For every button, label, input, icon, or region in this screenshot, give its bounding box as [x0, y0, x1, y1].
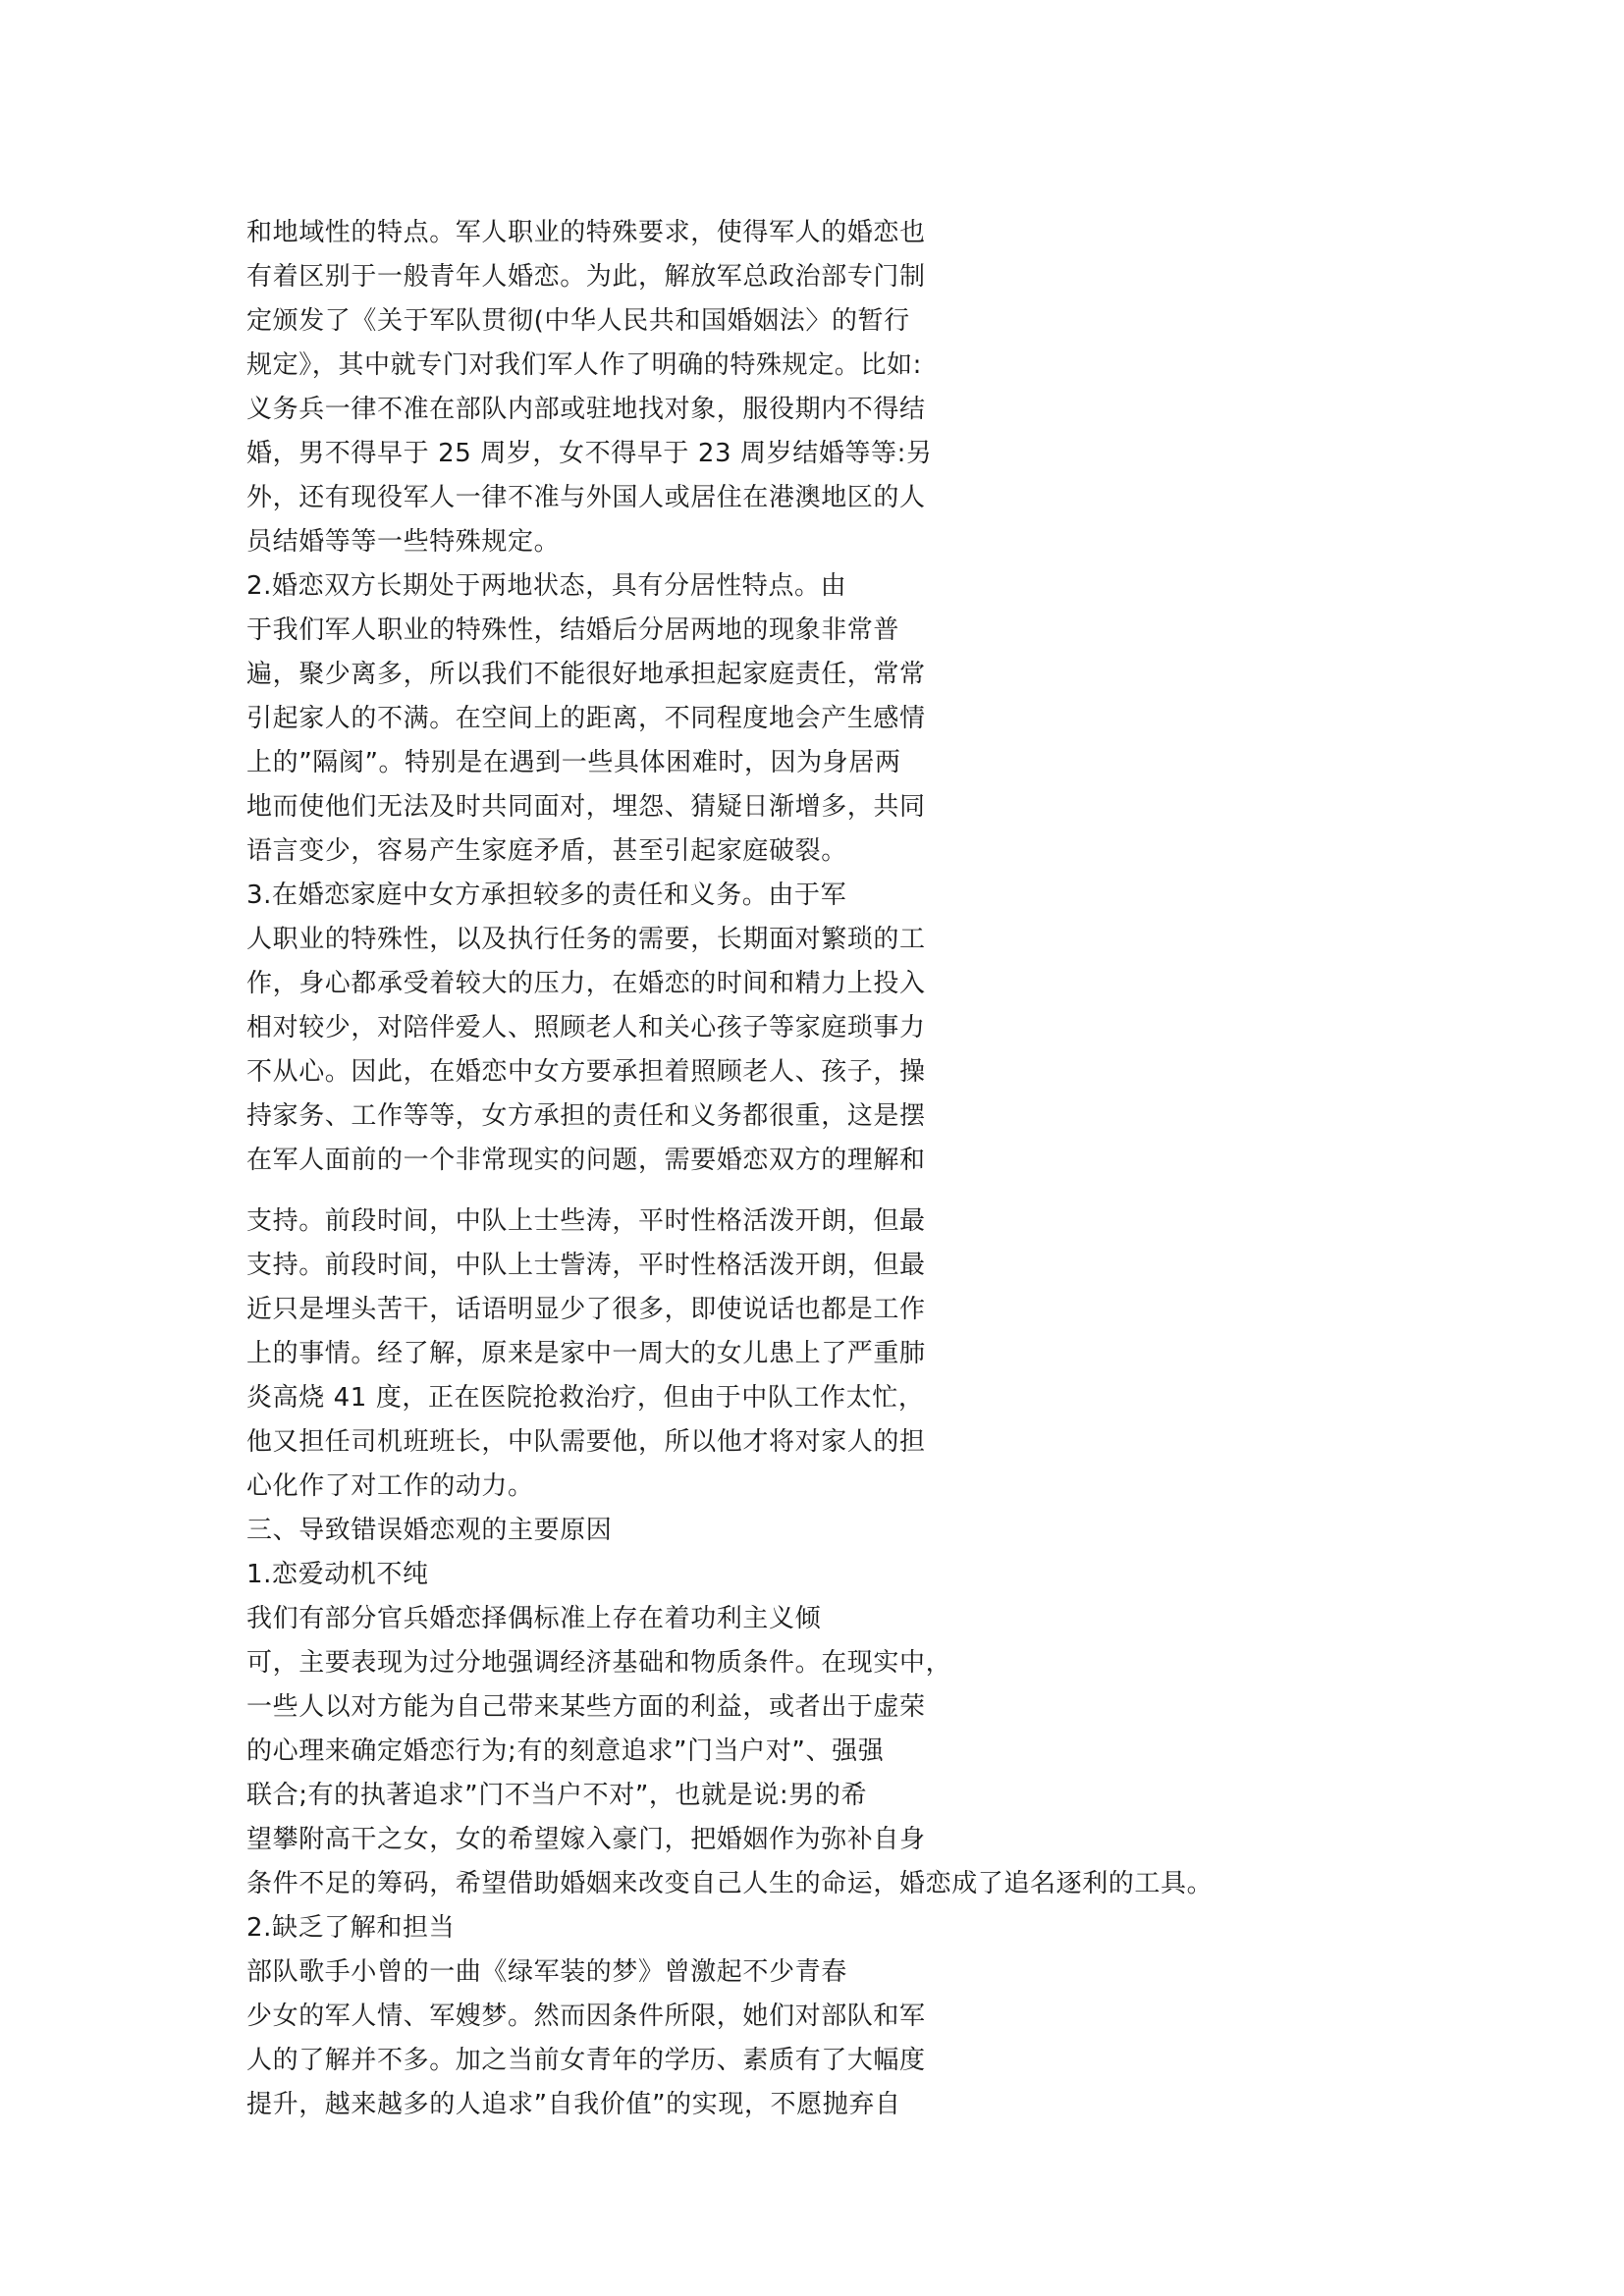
text-line: 员结婚等等一些特殊规定。 — [246, 527, 561, 557]
text-line: 望攀附高干之女，女的希望嫁入豪门，把婚姻作为弥补自身 — [246, 1825, 926, 1854]
text-line: 少女的军人情、军嫂梦。然而因条件所限，她们对部队和军 — [246, 2002, 926, 2031]
text-line: 一些人以对方能为自己带来某些方面的利益，或者出于虚荣 — [246, 1692, 926, 1722]
text-line: 和地域性的特点。军人职业的特殊要求，使得军人的婚恋也 — [246, 218, 926, 247]
text-line: 提升，越来越多的人追求”自我价值”的实现，不愿抛弃自 — [246, 2090, 901, 2119]
section-heading: 2.婚恋双方长期处于两地状态，具有分居性特点。由 — [246, 571, 847, 601]
text-line: 支持。前段时间，中队上士些涛，平时性格活泼开朗，但最 — [246, 1206, 926, 1236]
text-line: 在军人面前的一个非常现实的问题，需要婚恋双方的理解和 — [246, 1146, 926, 1175]
text-line: 持家务、工作等等，女方承担的责任和义务都很重，这是摆 — [246, 1101, 926, 1131]
text-line: 于我们军人职业的特殊性，结婚后分居两地的现象非常普 — [246, 615, 900, 645]
text-line: 不从心。因此，在婚恋中女方要承担着照顾老人、孩子，操 — [246, 1057, 926, 1087]
text-line: 有着区别于一般青年人婚恋。为此，解放军总政治部专门制 — [246, 262, 926, 292]
text-line: 引起家人的不满。在空间上的距离，不同程度地会产生感情 — [246, 704, 926, 733]
text-line: 他又担任司机班班长，中队需要他，所以他才将对家人的担 — [246, 1427, 926, 1457]
text-line: 外，还有现役军人一律不准与外国人或居住在港澳地区的人 — [246, 483, 926, 512]
text-line: 心化作了对工作的动力。 — [246, 1471, 534, 1501]
text-block-upper — [246, 211, 1601, 1183]
text-line: 上的事情。经了解，原来是家中一周大的女儿患上了严重肺 — [246, 1339, 926, 1368]
text-line: 语言变少，容易产生家庭矛盾，甚至引起家庭破裂。 — [246, 836, 847, 866]
text-line: 定颁发了《关于军队贯彻(中华人民共和国婚姻法〉的暂行 — [246, 306, 910, 336]
text-line: 近只是埋头苦干，话语明显少了很多，即使说话也都是工作 — [246, 1295, 926, 1324]
text-line: 支持。前段时间，中队上士訾涛，平时性格活泼开朗，但最 — [246, 1251, 926, 1280]
section-heading: 3.在婚恋家庭中女方承担较多的责任和义务。由于军 — [246, 881, 847, 910]
text-line: 人的了解并不多。加之当前女青年的学历、素质有了大幅度 — [246, 2046, 926, 2075]
text-line: 婚，男不得早于 25 周岁，女不得早于 23 周岁结婚等等:另 — [246, 439, 933, 468]
section-heading: 三、导致错误婚恋观的主要原因 — [246, 1516, 613, 1545]
text-line: 我们有部分官兵婚恋择偶标准上存在着功利主义倾 — [246, 1604, 822, 1633]
text-line: 遍，聚少离多，所以我们不能很好地承担起家庭责任，常常 — [246, 660, 926, 689]
text-line: 联合;有的执著追求”门不当户不对”，也就是说:男的希 — [246, 1781, 868, 1810]
text-line: 上的”隔阂”。特别是在遇到一些具体困难时，因为身居两 — [246, 748, 901, 777]
text-line: 作，身心都承受着较大的压力，在婚恋的时间和精力上投入 — [246, 969, 926, 998]
text-line: 地而使他们无法及时共同面对，埋怨、猜疑日渐增多，共同 — [246, 792, 926, 822]
text-line: 相对较少，对陪伴爱人、照顾老人和关心孩子等家庭琐事力 — [246, 1013, 926, 1042]
text-line: 部队歌手小曾的一曲《绿军装的梦》曾激起不少青春 — [246, 1957, 847, 1987]
text-line: 的心理来确定婚恋行为;有的刻意追求”门当户对”、强强 — [246, 1736, 885, 1766]
section-heading: 2.缺乏了解和担当 — [246, 1913, 456, 1943]
text-line: 可，主要表现为过分地强调经济基础和物质条件。在现实中， — [246, 1648, 952, 1678]
text-line: 炎高烧 41 度，正在医院抢救治疗，但由于中队工作太忙， — [246, 1383, 925, 1413]
text-line: 义务兵一律不准在部队内部或驻地找对象，服役期内不得结 — [246, 395, 926, 424]
section-heading: 1.恋爱动机不纯 — [246, 1560, 429, 1589]
text-block-lower — [246, 1200, 1601, 2127]
text-line: 条件不足的筹码，希望借助婚姻来改变自己人生的命运，婚恋成了追名逐利的工具。 — [246, 1869, 1214, 1898]
text-line: 人职业的特殊性，以及执行任务的需要，长期面对繁琐的工 — [246, 925, 926, 954]
text-line: 规定》，其中就专门对我们军人作了明确的特殊规定。比如: — [246, 350, 922, 380]
